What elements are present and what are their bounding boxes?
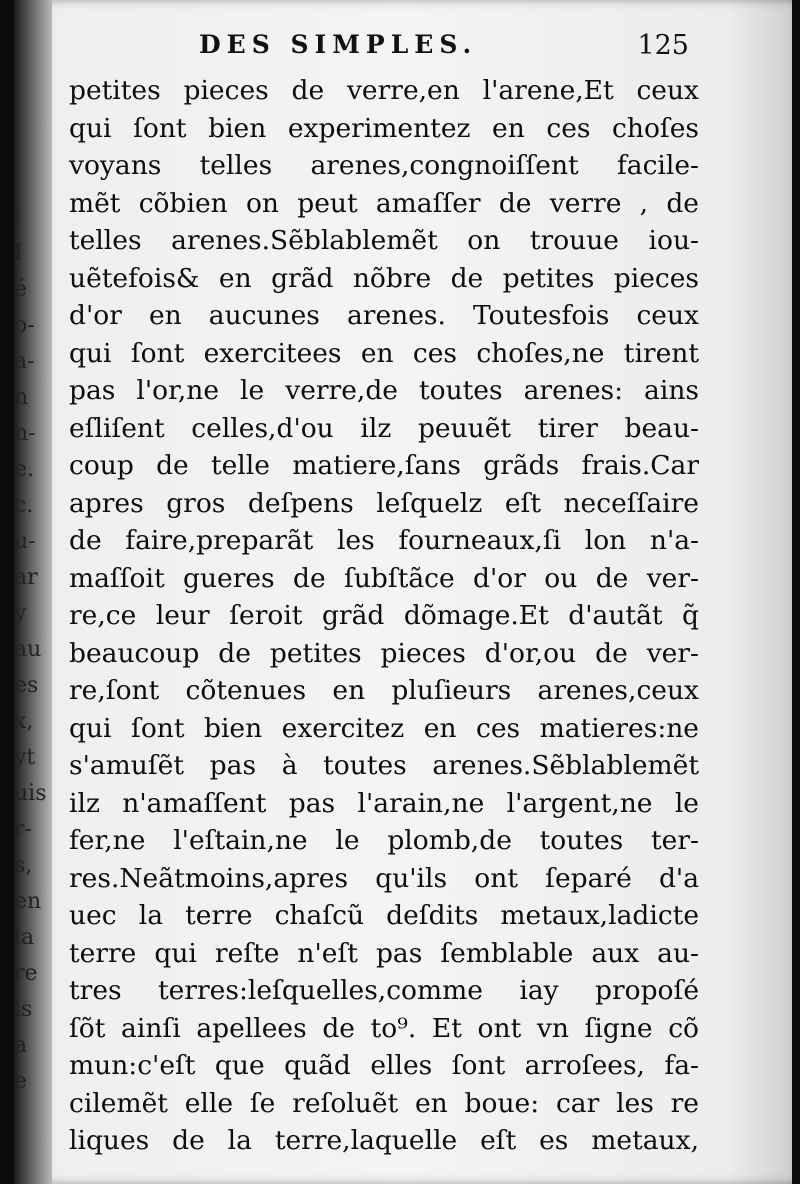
margin-fragment: ar <box>14 565 38 590</box>
margin-fragment: ls <box>14 997 33 1022</box>
margin-fragment: c. <box>14 493 34 518</box>
text-line: telles arenes.Sẽblablemẽt on trouue iou- <box>69 225 699 256</box>
text-line: terre qui reſte n'eſt pas ſemblable aux au- <box>69 937 699 969</box>
text-line: tres terres:leſquelles,comme iay propoſé <box>69 975 699 1006</box>
text-line: beaucoup de petites pieces d'or,ou de ver- <box>69 637 699 669</box>
text-line: ſõt ainſi apellees de to⁹. Et ont vn ſigne cõ <box>69 1012 699 1044</box>
running-title: DES SIMPLES. <box>199 30 478 59</box>
text-line: s'amuſẽt pas à toutes arenes.Sẽblablemẽt <box>69 750 699 781</box>
margin-fragment: n <box>14 385 29 410</box>
text-line: qui ſont bien exercitez en ces matieres:ne <box>69 712 699 744</box>
margin-fragment: i <box>14 205 22 230</box>
margin-fragment: y <box>14 601 27 626</box>
text-line: mẽt cõbien on peut amaſſer de verre , de <box>69 187 699 219</box>
margin-fragment: e <box>14 1069 28 1094</box>
margin-fragment: r- <box>14 817 32 842</box>
margin-fragment: o- <box>14 313 35 338</box>
text-line: maſſoit gueres de ſubſtãce d'or ou de ver- <box>69 562 699 594</box>
page-number: 125 <box>637 30 689 61</box>
margin-fragment: e. <box>14 457 35 482</box>
book-page <box>14 0 792 1184</box>
previous-page-margin-fragments <box>14 200 47 1100</box>
page-header <box>199 30 689 70</box>
text-line: ilz n'amaſſent pas l'arain,ne l'argent,ne le <box>69 787 699 819</box>
text-line: de faire,preparãt les fourneaux,ſi lon n'a- <box>69 525 699 556</box>
margin-fragment: es <box>14 673 39 698</box>
margin-fragment: s, <box>14 853 33 878</box>
text-line: res.Neãtmoins,apres qu'ils ont ſeparé d'a <box>69 862 699 894</box>
margin-fragment: au <box>14 637 42 662</box>
margin-fragment: u- <box>14 529 36 554</box>
text-line: re,ſont cõtenues en pluſieurs arenes,ceux <box>69 675 699 706</box>
margin-fragment: a <box>14 1033 28 1058</box>
margin-fragment: en <box>14 889 42 914</box>
margin-fragment: la <box>14 925 35 950</box>
text-line: qui ſont exercitees en ces choſes,ne tirent <box>69 337 699 369</box>
page-gutter <box>14 0 52 1184</box>
margin-fragment: a- <box>14 349 35 374</box>
margin-fragment: uis <box>14 781 47 806</box>
text-line: qui ſont bien experimentez en ces choſes <box>69 112 699 144</box>
text-line: apres gros deſpens leſquelz eſt neceſſaire <box>69 487 699 519</box>
text-line: liques de la terre,laquelle eſt es metaux, <box>69 1125 699 1156</box>
text-line: eſliſent celles,d'ou ilz peuuẽt tirer beau- <box>69 412 699 444</box>
text-line: petites pieces de verre,en l'arene,Et ceux <box>69 75 699 106</box>
body-text <box>69 72 699 1160</box>
text-line: cilemẽt elle ſe reſoluẽt en boue: car les re <box>69 1087 699 1119</box>
text-line: voyans telles arenes,congnoiſſent facile- <box>69 150 699 181</box>
margin-fragment: re <box>14 961 38 986</box>
text-line: fer,ne l'eſtain,ne le plomb,de toutes ter- <box>69 825 699 856</box>
margin-fragment: n- <box>14 421 36 446</box>
margin-fragment: é <box>14 277 28 302</box>
text-line: mun:c'eſt que quãd elles ſont arroſees, fa- <box>69 1050 699 1081</box>
text-line: pas l'or,ne le verre,de toutes arenes: ains <box>69 375 699 406</box>
text-line: uec la terre chaſcũ deſdits metaux,ladicte <box>69 900 699 931</box>
text-line: uẽtefois& en grãd nõbre de petites pieces <box>69 262 699 294</box>
text-line: coup de telle matiere,ſans grãds frais.Car <box>69 450 699 481</box>
text-line: re,ce leur ſeroit grãd dõmage.Et d'autãt q̃ <box>69 600 699 631</box>
margin-fragment: I <box>14 241 23 266</box>
margin-fragment: yt <box>14 745 36 770</box>
text-line: d'or en aucunes arenes. Toutesfois ceux <box>69 300 699 331</box>
margin-fragment: x, <box>14 709 34 734</box>
